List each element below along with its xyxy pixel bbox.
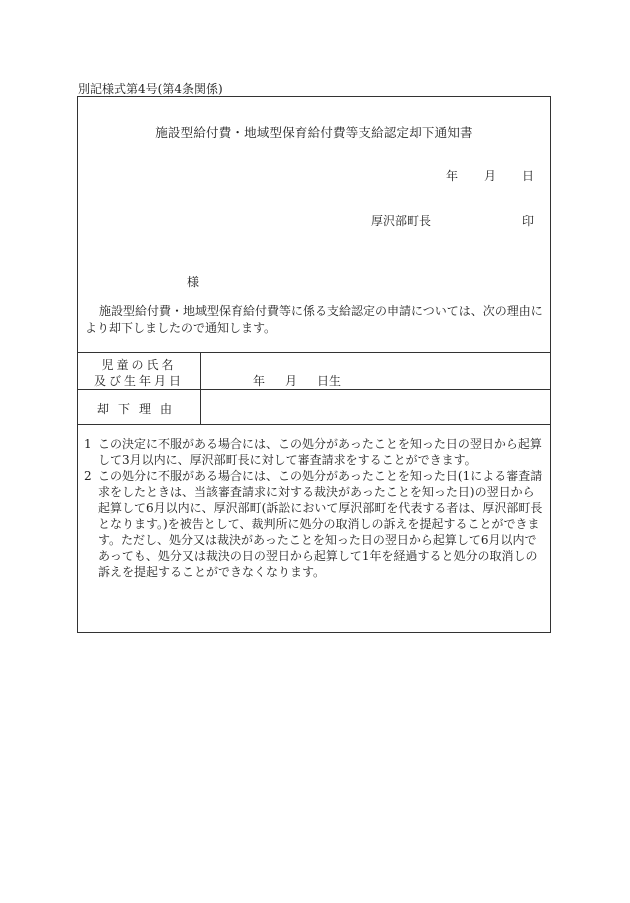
birthdate-value: [253, 372, 341, 389]
note-number: 2: [84, 469, 92, 483]
issuer-name: 厚沢部町長: [371, 214, 432, 228]
birth-year-label: 年: [253, 374, 266, 388]
document-title: 施設型給付費・地域型保育給付費等支給認定却下通知書: [155, 125, 473, 140]
reason-label-cell: [78, 390, 201, 425]
notes-section: [78, 424, 550, 632]
date-month-label: 月: [483, 169, 496, 183]
reason-row: [78, 389, 550, 425]
birth-month-label: 月: [285, 374, 298, 388]
child-info-row: [78, 352, 550, 390]
form-number-label: 別記様式第4号(第4条関係): [78, 82, 223, 96]
addressee-honorific: 様: [187, 275, 200, 289]
date-day-label: 日: [521, 169, 534, 183]
note-item: [84, 436, 544, 468]
notice-body-text: 施設型給付費・地域型保育給付費等に係る支給認定の申請については、次の理由により却下しましたので通知します。: [85, 304, 543, 335]
note-text: この処分に不服がある場合には、この処分があったことを知った日(1による審査請求をしたときは、当該審査請求に対する裁決があったことを知った日)の翌日から起算して6月以内に、厚沢部町(訴訟において厚沢部町を代表する者は、厚沢部町長となります。)を被告として、裁判所に処分の取消しの訴えを提起することができます。ただし、処分又は裁決があったことを知った日の翌日から起算して6月以内であっても、処分又は裁決の日の翌日から起算して1年を経過すると処分の取消しの訴えを提起することができなくなります。: [98, 469, 543, 579]
notice-frame: [77, 96, 551, 633]
seal-mark: 印: [521, 214, 534, 228]
note-item: [84, 468, 544, 580]
note-text: この決定に不服がある場合には、この処分があったことを知った日の翌日から起算して3月以内に、厚沢部町長に対して審査請求をすることができます。: [98, 437, 542, 467]
date-year-label: 年: [445, 169, 458, 183]
birthdate-label: 及び生年月日: [93, 374, 184, 388]
child-name-label: 児童の氏名: [101, 358, 177, 372]
birth-day-label: 日生: [317, 374, 342, 388]
child-info-label-cell: [78, 353, 201, 390]
note-number: 1: [84, 437, 92, 451]
reason-label: 却下理由: [96, 402, 181, 416]
issue-date: [446, 167, 534, 184]
